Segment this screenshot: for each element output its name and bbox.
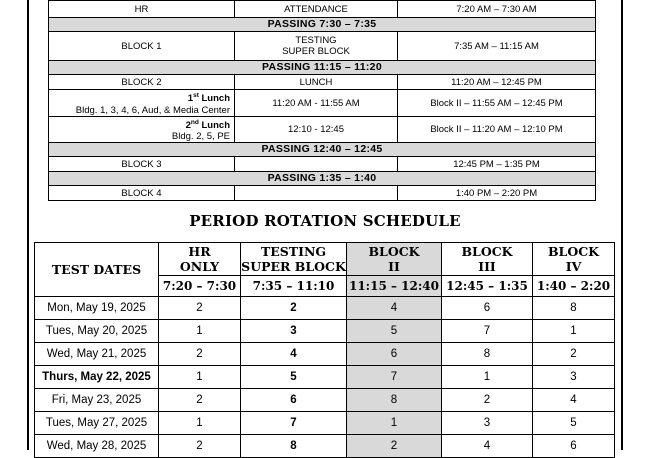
test-dates-header: TEST DATES xyxy=(35,243,159,297)
period-cell: 8 xyxy=(533,297,615,320)
schedule-time: 11:20 AM – 12:45 PM xyxy=(398,75,596,90)
period-cell: 4 xyxy=(241,343,347,366)
lunch-title xyxy=(51,117,230,131)
period-cell: 7 xyxy=(442,320,533,343)
schedule-block: BLOCK 4 xyxy=(49,186,235,201)
table-row xyxy=(35,343,615,366)
schedule-activity: LUNCH xyxy=(235,75,398,90)
period-cell: 2 xyxy=(159,435,241,458)
table-row xyxy=(35,320,615,343)
schedule-activity xyxy=(235,157,398,172)
header-line: II xyxy=(388,259,400,274)
schedule-activity: ATTENDANCE xyxy=(235,1,398,18)
header-line: ONLY xyxy=(179,259,220,274)
period-cell: 3 xyxy=(533,366,615,389)
period-cell: 2 xyxy=(442,389,533,412)
schedule-time: 7:20 AM – 7:30 AM xyxy=(398,1,596,18)
schedule-row xyxy=(49,186,596,201)
schedule-block: HR xyxy=(49,1,235,18)
table-row xyxy=(35,389,615,412)
activity-line: TESTING xyxy=(295,35,337,46)
header-row xyxy=(35,243,615,276)
daily-schedule-table xyxy=(48,0,596,201)
column-header xyxy=(159,243,241,276)
period-cell: 5 xyxy=(533,412,615,435)
test-date: Wed, May 28, 2025 xyxy=(35,435,159,458)
passing-label: PASSING 7:30 – 7:35 xyxy=(49,18,596,32)
rotation-body xyxy=(35,297,615,458)
passing-label: PASSING 11:15 – 11:20 xyxy=(49,61,596,75)
schedule-time: Block II – 11:55 AM – 12:45 PM xyxy=(398,90,596,117)
schedule-row xyxy=(49,32,596,61)
table-row xyxy=(35,435,615,458)
period-rotation-table xyxy=(34,242,615,458)
test-date: Fri, May 23, 2025 xyxy=(35,389,159,412)
period-cell: 1 xyxy=(347,412,442,435)
schedule-row xyxy=(49,1,596,18)
column-time: 11:15 – 12:40 xyxy=(347,276,442,297)
header-line: SUPER BLOCK xyxy=(241,259,346,274)
period-cell: 2 xyxy=(533,343,615,366)
test-date: Tues, May 27, 2025 xyxy=(35,412,159,435)
schedule-row xyxy=(49,157,596,172)
schedule-block: BLOCK 3 xyxy=(49,157,235,172)
column-time: 7:20 – 7:30 xyxy=(159,276,241,297)
period-cell: 5 xyxy=(241,366,347,389)
period-cell: 8 xyxy=(347,389,442,412)
period-cell: 7 xyxy=(347,366,442,389)
column-header xyxy=(241,243,347,276)
period-cell: 8 xyxy=(241,435,347,458)
header-line: III xyxy=(478,259,496,274)
lunch-row xyxy=(49,90,596,117)
passing-row xyxy=(49,172,596,186)
header-line: BLOCK xyxy=(547,244,600,259)
schedule-activity xyxy=(235,32,398,61)
period-cell: 4 xyxy=(442,435,533,458)
column-header xyxy=(533,243,615,276)
table-row xyxy=(35,412,615,435)
lunch-row xyxy=(49,117,596,143)
header-line: TESTING xyxy=(260,244,327,259)
lunch-ordinal: nd xyxy=(190,119,199,126)
passing-row xyxy=(49,61,596,75)
passing-row xyxy=(49,18,596,32)
period-cell: 1 xyxy=(533,320,615,343)
period-cell: 1 xyxy=(159,412,241,435)
period-cell: 1 xyxy=(159,366,241,389)
period-cell: 4 xyxy=(347,297,442,320)
lunch-title xyxy=(51,90,230,104)
period-cell: 1 xyxy=(159,320,241,343)
lunch-time: 12:10 - 12:45 xyxy=(235,117,398,143)
header-line: BLOCK xyxy=(368,244,420,259)
column-time: 12:45 – 1:35 xyxy=(442,276,533,297)
column-header xyxy=(442,243,533,276)
lunch-word: Lunch xyxy=(198,120,230,132)
lunch-time: 11:20 AM - 11:55 AM xyxy=(235,90,398,117)
test-date: Tues, May 20, 2025 xyxy=(35,320,159,343)
lunch-number: 1 xyxy=(187,93,194,105)
section-title: PERIOD ROTATION SCHEDULE xyxy=(189,212,461,230)
column-time: 1:40 – 2:20 xyxy=(533,276,615,297)
schedule-time: Block II – 11:20 AM – 12:10 PM xyxy=(398,117,596,143)
passing-label: PASSING 12:40 – 12:45 xyxy=(49,143,596,157)
test-date: Wed, May 21, 2025 xyxy=(35,343,159,366)
period-cell: 6 xyxy=(442,297,533,320)
period-cell: 2 xyxy=(347,435,442,458)
schedule-time: 1:40 PM – 2:20 PM xyxy=(398,186,596,201)
period-cell: 6 xyxy=(533,435,615,458)
lunch-label xyxy=(49,117,235,143)
header-line: IV xyxy=(565,259,582,274)
passing-label: PASSING 1:35 – 1:40 xyxy=(49,172,596,186)
lunch-number: 2 xyxy=(185,120,191,132)
period-cell: 6 xyxy=(347,343,442,366)
schedule-row xyxy=(49,75,596,90)
test-date: Thurs, May 22, 2025 xyxy=(35,366,159,389)
lunch-ordinal: st xyxy=(193,92,199,100)
period-cell: 4 xyxy=(533,389,615,412)
period-cell: 3 xyxy=(241,320,347,343)
period-cell: 2 xyxy=(159,389,241,412)
schedule-time: 12:45 PM – 1:35 PM xyxy=(398,157,596,172)
period-cell: 2 xyxy=(159,343,241,366)
period-cell: 5 xyxy=(347,320,442,343)
period-cell: 6 xyxy=(241,389,347,412)
schedule-time: 7:35 AM – 11:15 AM xyxy=(398,32,596,61)
passing-row xyxy=(49,143,596,157)
header-line: HR xyxy=(188,244,211,259)
table-row xyxy=(35,297,615,320)
document-page xyxy=(27,0,623,450)
test-date: Mon, May 19, 2025 xyxy=(35,297,159,320)
lunch-buildings: Bldg. 2, 5, PE xyxy=(171,131,230,143)
lunch-buildings: Bldg. 1, 3, 4, 6, Aud, & Media Center xyxy=(75,104,230,116)
period-cell: 7 xyxy=(241,412,347,435)
header-line: BLOCK xyxy=(461,244,513,259)
period-cell: 1 xyxy=(442,366,533,389)
column-header xyxy=(347,243,442,276)
table-row xyxy=(35,366,615,389)
period-cell: 3 xyxy=(442,412,533,435)
lunch-word: Lunch xyxy=(198,93,230,105)
period-cell: 8 xyxy=(442,343,533,366)
lunch-label xyxy=(49,90,235,117)
schedule-block: BLOCK 1 xyxy=(49,32,235,61)
column-time: 7:35 – 11:10 xyxy=(241,276,347,297)
schedule-block: BLOCK 2 xyxy=(49,75,235,90)
period-cell: 2 xyxy=(159,297,241,320)
period-cell: 2 xyxy=(241,297,347,320)
schedule-activity xyxy=(235,186,398,201)
activity-line: SUPER BLOCK xyxy=(282,46,350,57)
